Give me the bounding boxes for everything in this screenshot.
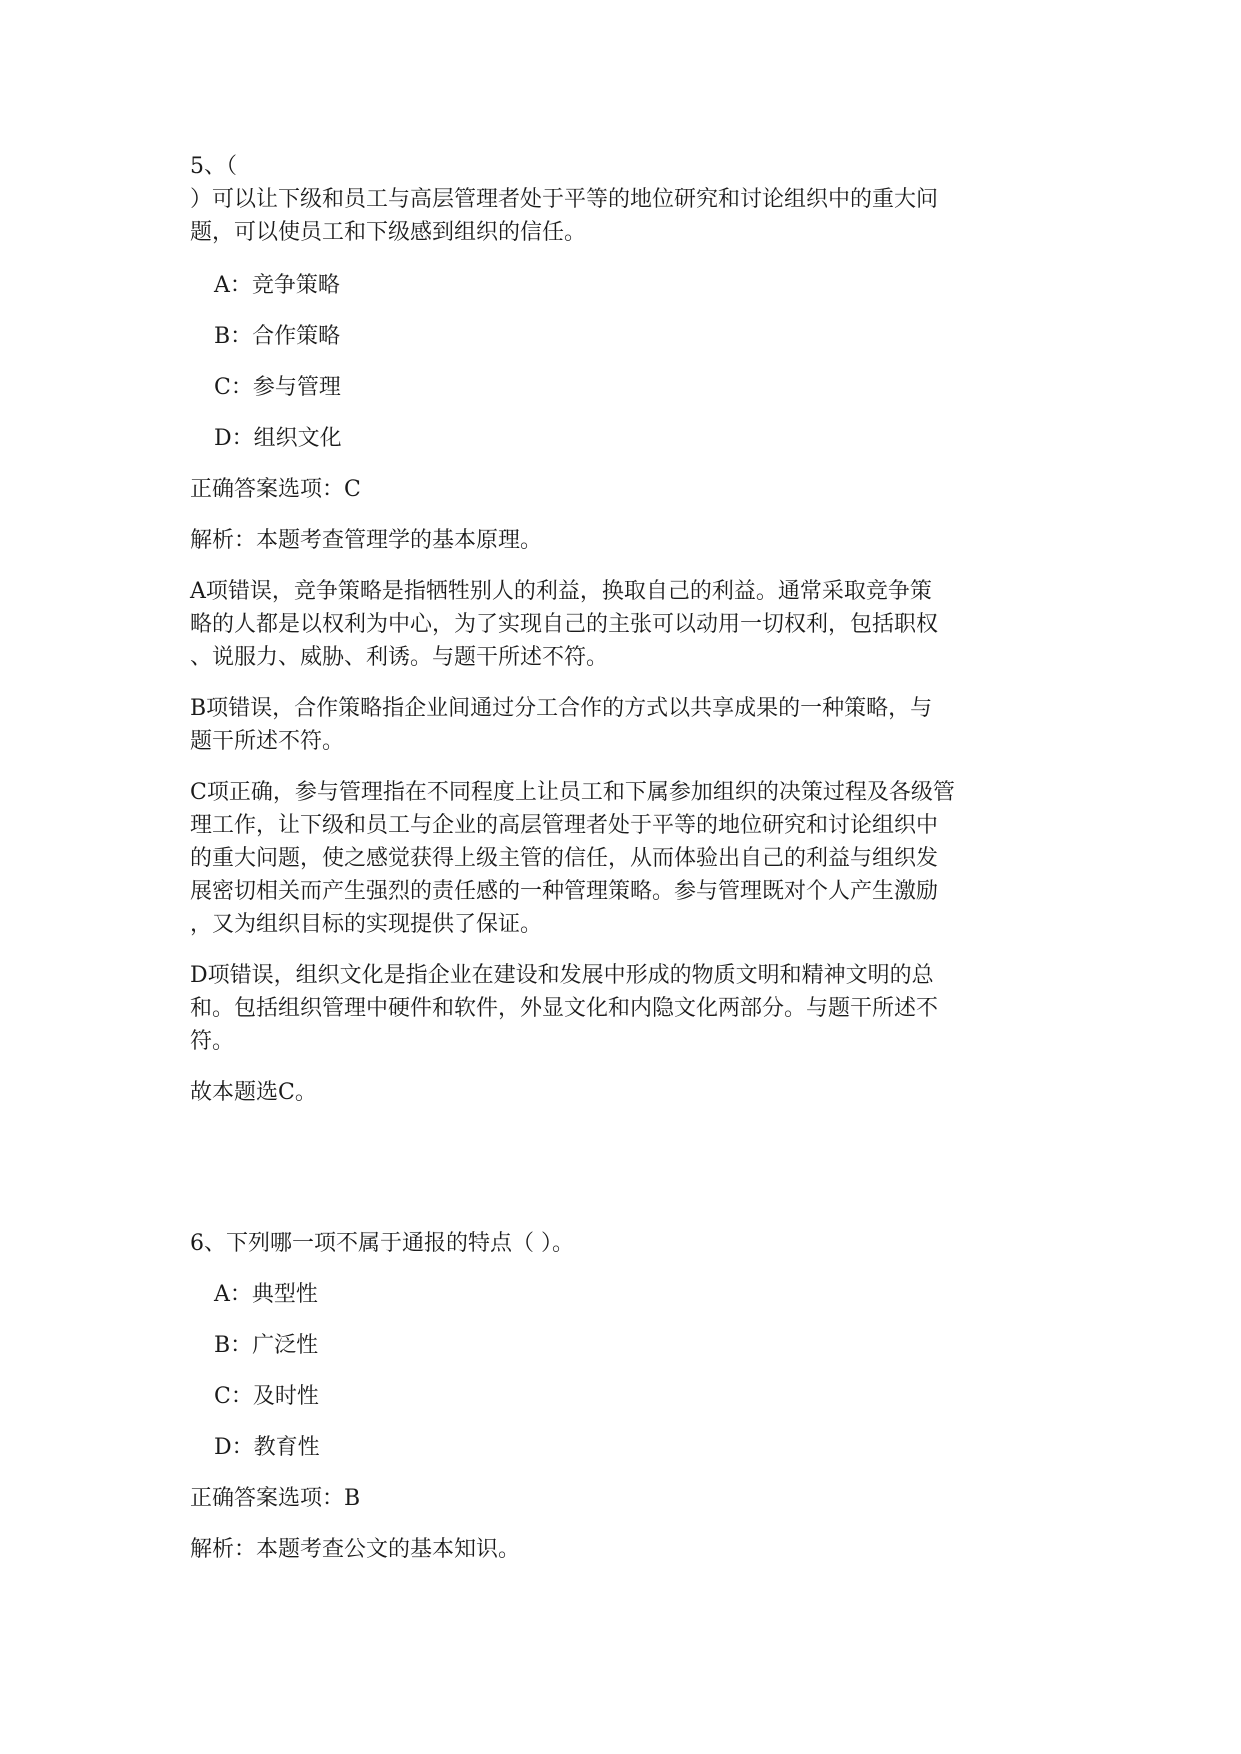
question-5-stem	[190, 150, 1060, 249]
question-6-option-b: B：广泛性	[214, 1333, 319, 1358]
explanation-line: 题干所述不符。	[190, 729, 345, 754]
explanation-line: 略的人都是以权利为中心，为了实现自己的主张可以动用一切权利，包括职权	[190, 612, 939, 637]
question-5-option-d: D：组织文化	[214, 426, 342, 451]
explanation-line: ，又为组织目标的实现提供了保证。	[190, 912, 543, 937]
question-6-option-d: D：教育性	[214, 1435, 320, 1460]
question-6-option-c: C：及时性	[214, 1384, 319, 1409]
question-5-stem-line: ）可以让下级和员工与高层管理者处于平等的地位研究和讨论组织中的重大问	[190, 187, 939, 212]
question-5-explanation-d	[190, 959, 1060, 1058]
question-5-explanation-b	[190, 692, 1060, 758]
document-page	[190, 150, 1060, 1584]
explanation-line: 展密切相关而产生强烈的责任感的一种管理策略。参与管理既对个人产生激励	[190, 879, 939, 904]
question-5-option-b: B：合作策略	[214, 324, 341, 349]
question-6-stem: 6、下列哪一项不属于通报的特点（ ）。	[190, 1231, 574, 1256]
question-5-analysis-intro: 解析：本题考查管理学的基本原理。	[190, 528, 543, 553]
question-5-option-a: A：竞争策略	[214, 273, 340, 298]
question-6-answer: 正确答案选项：B	[190, 1486, 361, 1511]
explanation-line: B项错误，合作策略指企业间通过分工合作的方式以共享成果的一种策略，与	[190, 696, 933, 721]
question-5-stem-line: 5、（	[190, 154, 237, 179]
explanation-line: D项错误，组织文化是指企业在建设和发展中形成的物质文明和精神文明的总	[190, 963, 934, 988]
question-5-conclusion: 故本题选C。	[190, 1080, 317, 1105]
question-5-option-c: C：参与管理	[214, 375, 341, 400]
explanation-line: C项正确，参与管理指在不同程度上让员工和下属参加组织的决策过程及各级管	[190, 780, 955, 805]
explanation-line: 的重大问题，使之感觉获得上级主管的信任，从而体验出自己的利益与组织发	[190, 846, 939, 871]
question-5-explanation-c	[190, 776, 1060, 941]
explanation-line: 理工作，让下级和员工与企业的高层管理者处于平等的地位研究和讨论组织中	[190, 813, 939, 838]
question-5-explanation-a	[190, 575, 1060, 674]
question-6-option-a: A：典型性	[214, 1282, 318, 1307]
explanation-line: A项错误，竞争策略是指牺牲别人的利益，换取自己的利益。通常采取竞争策	[190, 579, 932, 604]
explanation-line: 符。	[190, 1029, 235, 1054]
explanation-line: 、说服力、威胁、利诱。与题干所述不符。	[190, 645, 609, 670]
explanation-line: 和。包括组织管理中硬件和软件，外显文化和内隐文化两部分。与题干所述不	[190, 996, 939, 1021]
question-5-stem-line: 题，可以使员工和下级感到组织的信任。	[190, 220, 587, 245]
question-spacer	[190, 1127, 1060, 1227]
question-6-analysis-intro: 解析：本题考查公文的基本知识。	[190, 1537, 521, 1562]
question-5-answer: 正确答案选项：C	[190, 477, 361, 502]
